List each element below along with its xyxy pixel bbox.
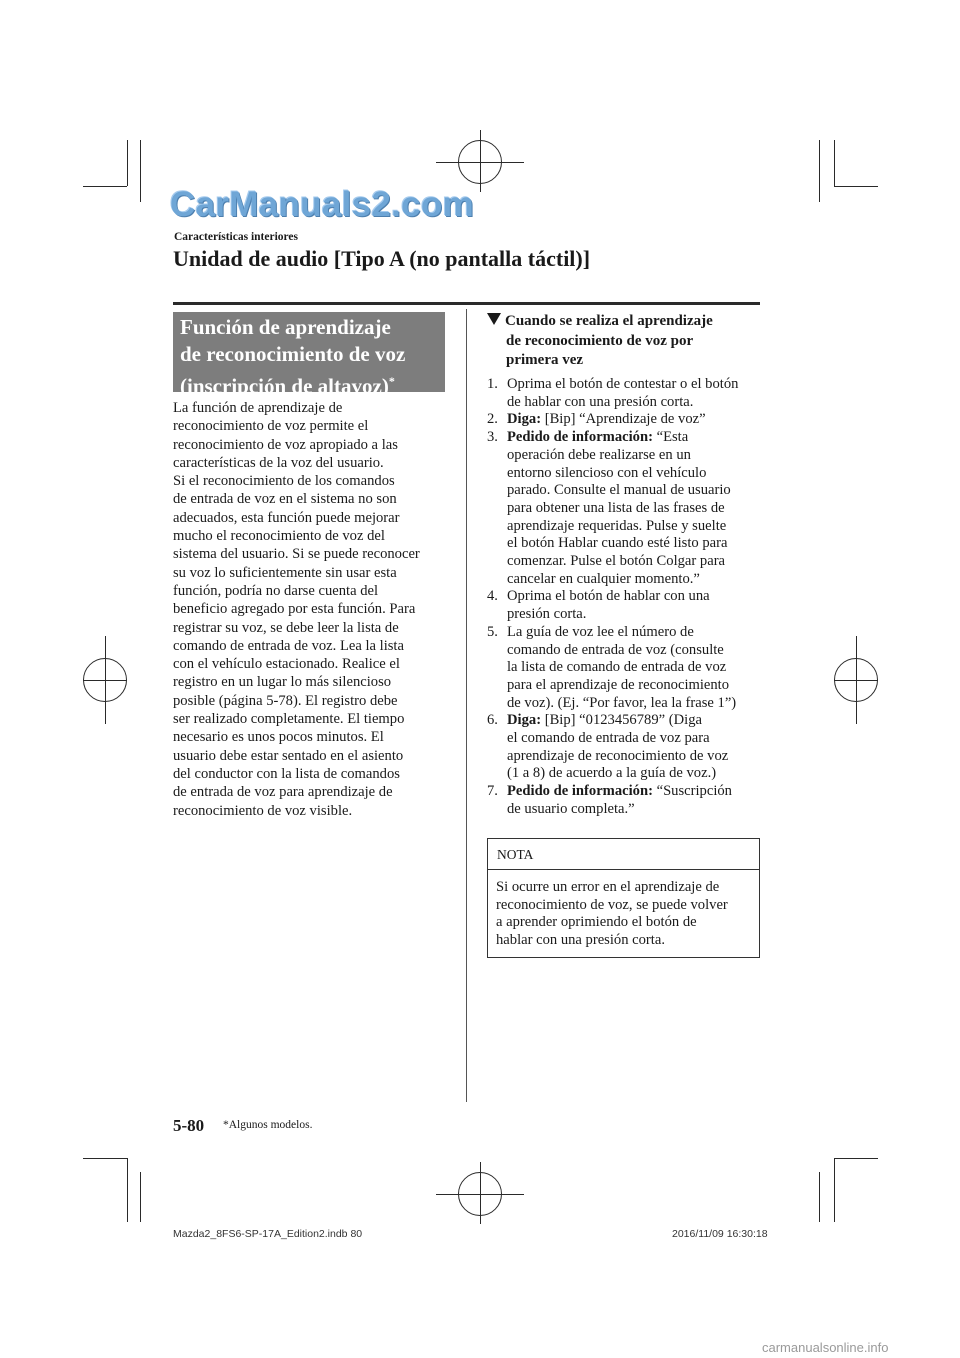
crop-mark: [127, 140, 128, 186]
crop-mark: [819, 1172, 820, 1222]
text-line: registro en un lugar lo más silencioso: [173, 674, 392, 691]
chapter-title: Unidad de audio [Tipo A (no pantalla táctil)]: [173, 246, 591, 271]
crop-mark: [834, 140, 835, 186]
subsection-heading: [487, 312, 762, 371]
heading-line: Cuando se realiza el aprendizaje: [487, 312, 762, 332]
crop-mark: [83, 186, 127, 187]
footnote: *Algunos modelos.: [223, 1119, 313, 1131]
paragraph: [173, 472, 453, 820]
section-title-line: (inscripción de altavoz)*: [180, 374, 395, 398]
print-file-info: Mazda2_8FS6-SP-17A_Edition2.indb 80: [173, 1228, 363, 1240]
text-line: reconocimiento de voz permite el: [173, 418, 369, 435]
crop-mark: [819, 140, 820, 202]
triangle-down-icon: [487, 313, 501, 325]
text-line: posible (página 5-78). El registro debe: [173, 692, 398, 709]
text-line: necesario es unos pocos minutos. El: [173, 729, 384, 746]
section-title-box: [173, 312, 445, 398]
note-text: Si ocurre un error en el aprendizaje de reconocimiento de voz, se puede volver a aprender oprimiendo el botón de hablar con una presión corta.: [496, 879, 728, 949]
text-line: registrar su voz, se debe leer la lista de: [173, 619, 399, 636]
watermark-logo[interactable]: CarManuals2.com: [170, 185, 475, 224]
crop-mark: [140, 140, 141, 202]
section-title-line: de reconocimiento de voz: [180, 342, 406, 366]
crop-mark: [834, 1158, 878, 1159]
text-line: características de la voz del usuario.: [173, 454, 384, 471]
crop-mark: [127, 1158, 128, 1222]
crop-mark: [83, 1158, 127, 1159]
text-line: de entrada de voz para aprendizaje de: [173, 784, 393, 801]
crop-mark: [834, 186, 878, 187]
crop-mark: [834, 1158, 835, 1222]
text-line: comando de entrada de voz. Lea la lista: [173, 637, 404, 654]
footnote-marker: *: [388, 374, 395, 388]
page-number: 5-80: [173, 1116, 205, 1135]
text-line: mucho el reconocimiento de voz del: [173, 528, 385, 545]
list-item: 4. Oprima el botón de hablar con una presión corta.: [487, 588, 710, 623]
list-item: 7. Pedido de información: “Suscripción de usuario completa.”: [487, 783, 732, 817]
text-line: del conductor con la lista de comandos: [173, 765, 400, 782]
heading-line: primera vez: [506, 352, 584, 368]
text-line: reconocimiento de voz visible.: [173, 802, 353, 819]
steps-list: [487, 376, 767, 819]
text-line: reconocimiento de voz apropiado a las: [173, 436, 398, 453]
text-line: adecuados, esta función puede mejorar: [173, 509, 400, 526]
title-rule: [173, 302, 760, 305]
text-line: La función de aprendizaje de: [173, 400, 343, 416]
list-item: 3. Pedido de información: “Esta operación debe realizarse en un entorno silencioso con el vehículo parado. Consulte el manual de usuario para obtener una lista de las frases de aprendizaje requeridas. Pulse y suelte el botón Hablar cuando esté listo para comenzar. Pulse el botón Colgar para cancelar en cualquier momento.”: [487, 429, 731, 587]
section-label: Características interiores: [174, 231, 299, 243]
note-label: NOTA: [488, 839, 759, 870]
column-divider: [466, 309, 467, 1102]
text-line: beneficio agregado por esta función. Para: [173, 601, 416, 618]
text-line: sistema del usuario. Si se puede reconocer: [173, 546, 420, 563]
text-line: Si el reconocimiento de los comandos: [173, 473, 395, 490]
text-line: de entrada de voz en el sistema no son: [173, 491, 397, 508]
list-item: 6. Diga: [Bip] “0123456789” (Diga el comando de entrada de voz para aprendizaje de reconocimiento de voz (1 a 8) de acuerdo a la guía de voz.): [487, 712, 729, 782]
list-item: 1. Oprima el botón de contestar o el botón de hablar con una presión corta.: [487, 376, 739, 410]
text-line: ser realizado completamente. El tiempo: [173, 711, 405, 728]
paragraph: [173, 399, 453, 472]
site-watermark[interactable]: carmanualsonline.info: [762, 1340, 889, 1355]
text-line: con el vehículo estacionado. Realice el: [173, 656, 400, 673]
list-item: 2. Diga: [Bip] “Aprendizaje de voz”: [487, 411, 706, 428]
list-item: 5. La guía de voz lee el número de comando de entrada de voz (consulte la lista de comando de entrada de voz para el aprendizaje de reconocimiento de voz). (Ej. “Por favor, lea la frase 1”): [487, 623, 737, 711]
text-line: su voz lo suficientemente sin usar esta: [173, 564, 397, 581]
intro-text: [173, 399, 453, 820]
note-box: [487, 838, 760, 958]
heading-line: de reconocimiento de voz por: [506, 332, 694, 349]
text-line: usuario debe estar sentado en el asiento: [173, 747, 404, 764]
print-timestamp: 2016/11/09 16:30:18: [672, 1228, 768, 1240]
section-title-line: Función de aprendizaje: [180, 315, 391, 339]
crop-mark: [140, 1172, 141, 1222]
text-line: función, podría no darse cuenta del: [173, 582, 379, 599]
